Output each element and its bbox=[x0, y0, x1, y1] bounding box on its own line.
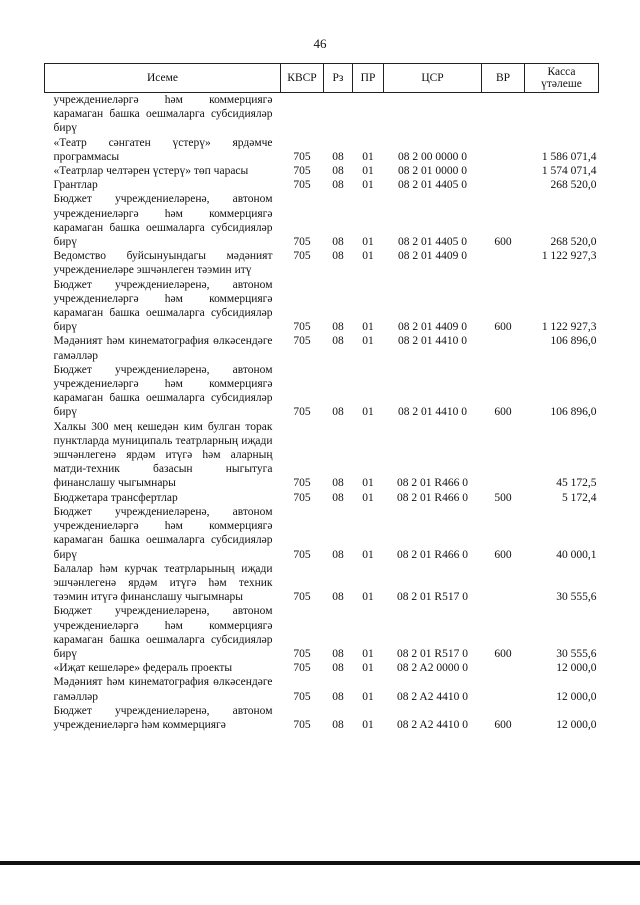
row-pr: 01 bbox=[362, 406, 374, 419]
row-rz: 08 bbox=[332, 321, 344, 334]
row-kvsr: 705 bbox=[293, 718, 311, 731]
row-pr: 01 bbox=[362, 236, 374, 249]
row-csr: 08 2 01 R517 0 bbox=[397, 647, 468, 660]
row-pr: 01 bbox=[362, 150, 374, 163]
row-name: «Иҗат кешеләре» федераль проекты bbox=[53, 662, 233, 675]
row-rz: 08 bbox=[332, 406, 344, 419]
header-kassa: Касса үтәлеше bbox=[525, 64, 599, 93]
row-name: Ведомство буйсынуындагы мәдәният учреждениеләре эшчәнлеген тәэмин итү bbox=[53, 250, 273, 277]
row-pr: 01 bbox=[362, 477, 374, 490]
row-amount: 106 896,0 bbox=[550, 406, 597, 419]
row-csr: 08 2 01 4405 0 bbox=[398, 236, 467, 249]
table-row bbox=[45, 363, 599, 420]
row-amount: 30 555,6 bbox=[556, 647, 597, 660]
row-rz: 08 bbox=[332, 477, 344, 490]
row-name: Балалар һәм курчак театрларының иҗади эшчәнлегенә ярдәм итүгә һәм техник тәэмин итүгә финанслашу чыгымнары bbox=[53, 562, 273, 604]
table-row bbox=[45, 505, 599, 562]
row-pr: 01 bbox=[362, 491, 374, 504]
row-vr bbox=[482, 178, 525, 192]
row-rz: 08 bbox=[332, 491, 344, 504]
row-name: Мәдәният һәм кинематография өлкәсендәге гамәлләр bbox=[53, 335, 273, 362]
row-vr: 600 bbox=[494, 647, 512, 660]
row-amount: 1 586 071,4 bbox=[541, 150, 597, 163]
table-row bbox=[45, 178, 599, 192]
row-pr: 01 bbox=[362, 591, 374, 604]
row-rz: 08 bbox=[332, 591, 344, 604]
row-rz: 08 bbox=[332, 335, 344, 348]
row-amount: 12 000,0 bbox=[556, 690, 597, 703]
row-rz: 08 bbox=[332, 647, 344, 660]
row-amount bbox=[525, 93, 599, 136]
row-amount: 1 574 071,4 bbox=[541, 165, 597, 178]
table-row bbox=[45, 704, 599, 732]
row-csr: 08 2 00 0000 0 bbox=[398, 150, 467, 163]
table-row bbox=[45, 334, 599, 362]
row-kvsr: 705 bbox=[293, 406, 311, 419]
row-rz: 08 bbox=[332, 690, 344, 703]
row-kvsr: 705 bbox=[293, 591, 311, 604]
row-vr bbox=[482, 334, 525, 362]
budget-table bbox=[44, 63, 599, 732]
table-row bbox=[45, 675, 599, 703]
row-amount: 5 172,4 bbox=[562, 491, 597, 504]
row-vr: 600 bbox=[494, 236, 512, 249]
row-kvsr: 705 bbox=[293, 477, 311, 490]
row-csr: 08 2 01 4409 0 bbox=[398, 250, 467, 263]
row-rz bbox=[324, 93, 353, 136]
row-name: Бюджет учреждениеләренә, автоном учреждениеләргә һәм коммерциягә bbox=[53, 704, 273, 731]
row-vr: 600 bbox=[494, 406, 512, 419]
row-vr: 600 bbox=[494, 548, 512, 561]
row-csr: 08 2 01 R517 0 bbox=[397, 591, 468, 604]
row-name: Халкы 300 мең кешедән ким булган торак пунктларда муниципаль театрларның иҗади эшчәнлегенә ярдәм итүгә һәм аларның матди-техник базасын ныгытуга финанслашу чыгымнары bbox=[53, 420, 273, 490]
table-row bbox=[45, 604, 599, 661]
row-pr: 01 bbox=[362, 335, 374, 348]
row-vr bbox=[482, 675, 525, 703]
header-rz: Рз bbox=[324, 64, 353, 93]
table-row bbox=[45, 278, 599, 335]
row-name: «Театр сәнгатен үстерү» ярдәмче программасы bbox=[53, 136, 273, 163]
row-kvsr: 705 bbox=[293, 662, 311, 675]
row-amount: 40 000,1 bbox=[556, 548, 597, 561]
row-amount: 106 896,0 bbox=[550, 335, 597, 348]
row-pr: 01 bbox=[362, 250, 374, 263]
row-name: Бюджет учреждениеләренә, автоном учреждениеләргә һәм коммерциягә карамаган башка оешмаларга субсидияләр бирү bbox=[53, 278, 273, 334]
header-name: Исеме bbox=[45, 64, 281, 93]
row-csr: 08 2 01 R466 0 bbox=[397, 477, 468, 490]
row-rz: 08 bbox=[332, 718, 344, 731]
table-row bbox=[45, 136, 599, 164]
header-csr: ЦСР bbox=[384, 64, 482, 93]
row-name: Бюджет учреждениеләренә, автоном учреждениеләргә һәм коммерциягә карамаган башка оешмаларга субсидияләр бирү bbox=[53, 505, 273, 561]
row-csr: 08 2 01 4410 0 bbox=[398, 406, 467, 419]
row-csr: 08 2 01 0000 0 bbox=[398, 165, 467, 178]
row-name: учреждениеләргә һәм коммерциягә карамаган башка оешмаларга субсидияләр бирү bbox=[53, 94, 273, 135]
row-csr: 08 2 A2 4410 0 bbox=[397, 690, 468, 703]
row-amount: 30 555,6 bbox=[556, 591, 597, 604]
row-kvsr: 705 bbox=[293, 690, 311, 703]
row-vr bbox=[482, 164, 525, 178]
row-csr: 08 2 01 R466 0 bbox=[397, 491, 468, 504]
row-pr: 01 bbox=[362, 690, 374, 703]
table-row bbox=[45, 491, 599, 505]
row-csr: 08 2 01 4409 0 bbox=[398, 321, 467, 334]
row-name: «Театрлар челтәрен үстерү» төп чарасы bbox=[53, 165, 249, 178]
row-rz: 08 bbox=[332, 179, 344, 192]
row-csr: 08 2 01 4405 0 bbox=[398, 179, 467, 192]
row-pr: 01 bbox=[362, 321, 374, 334]
row-vr bbox=[482, 661, 525, 675]
row-amount: 45 172,5 bbox=[556, 477, 597, 490]
row-kvsr: 705 bbox=[293, 548, 311, 561]
row-kvsr: 705 bbox=[293, 179, 311, 192]
row-pr: 01 bbox=[362, 718, 374, 731]
row-kvsr: 705 bbox=[293, 321, 311, 334]
row-name: Бюджет учреждениеләренә, автоном учреждениеләргә һәм коммерциягә карамаган башка оешмаларга субсидияләр бирү bbox=[53, 605, 273, 660]
row-kvsr: 705 bbox=[293, 335, 311, 348]
row-rz: 08 bbox=[332, 548, 344, 561]
header-row bbox=[45, 64, 599, 93]
row-kvsr: 705 bbox=[293, 491, 311, 504]
header-pr: ПР bbox=[353, 64, 384, 93]
row-amount: 12 000,0 bbox=[556, 662, 597, 675]
table-body bbox=[45, 93, 599, 733]
row-name: Бюджет учреждениеләренә, автоном учреждениеләргә һәм коммерциягә карамаган башка оешмаларга субсидияләр бирү bbox=[53, 363, 273, 419]
row-csr bbox=[384, 93, 482, 136]
table-row bbox=[45, 562, 599, 605]
row-amount: 12 000,0 bbox=[556, 718, 597, 731]
row-rz: 08 bbox=[332, 150, 344, 163]
row-pr: 01 bbox=[362, 179, 374, 192]
row-pr: 01 bbox=[362, 548, 374, 561]
row-rz: 08 bbox=[332, 165, 344, 178]
table-row bbox=[45, 164, 599, 178]
table-row bbox=[45, 249, 599, 277]
row-vr: 600 bbox=[494, 321, 512, 334]
row-pr: 01 bbox=[362, 647, 374, 660]
row-vr bbox=[482, 136, 525, 164]
row-pr: 01 bbox=[362, 662, 374, 675]
row-amount: 268 520,0 bbox=[550, 236, 597, 249]
row-name: Бюджетара трансфертлар bbox=[53, 491, 178, 504]
row-rz: 08 bbox=[332, 250, 344, 263]
row-name: Мәдәният һәм кинематография өлкәсендәге гамәлләр bbox=[53, 676, 273, 703]
table-row bbox=[45, 420, 599, 491]
row-name: Грантлар bbox=[53, 179, 98, 192]
row-csr: 08 2 01 R466 0 bbox=[397, 548, 468, 561]
row-pr: 01 bbox=[362, 165, 374, 178]
header-kvsr: КВСР bbox=[281, 64, 324, 93]
row-rz: 08 bbox=[332, 236, 344, 249]
row-kvsr: 705 bbox=[293, 165, 311, 178]
row-kvsr bbox=[281, 93, 324, 136]
page-number: 46 bbox=[313, 36, 327, 51]
row-csr: 08 2 A2 0000 0 bbox=[397, 662, 468, 675]
scan-edge-bar bbox=[0, 861, 640, 865]
row-vr: 500 bbox=[494, 491, 512, 504]
row-vr bbox=[482, 562, 525, 605]
row-csr: 08 2 01 4410 0 bbox=[398, 335, 467, 348]
row-kvsr: 705 bbox=[293, 250, 311, 263]
table-row bbox=[45, 93, 599, 136]
row-rz: 08 bbox=[332, 662, 344, 675]
row-amount: 1 122 927,3 bbox=[541, 250, 597, 263]
row-pr bbox=[353, 93, 384, 136]
table-row bbox=[45, 661, 599, 675]
row-name: Бюджет учреждениеләренә, автоном учреждениеләргә һәм коммерциягә карамаган башка оешмаларга субсидияләр бирү bbox=[53, 193, 273, 249]
row-amount: 268 520,0 bbox=[550, 179, 597, 192]
table-row bbox=[45, 192, 599, 249]
row-vr bbox=[482, 93, 525, 136]
row-vr: 600 bbox=[494, 718, 512, 731]
header-vr: ВР bbox=[482, 64, 525, 93]
row-vr bbox=[482, 249, 525, 277]
row-kvsr: 705 bbox=[293, 150, 311, 163]
row-kvsr: 705 bbox=[293, 236, 311, 249]
row-vr bbox=[482, 420, 525, 491]
row-csr: 08 2 A2 4410 0 bbox=[397, 718, 468, 731]
row-amount: 1 122 927,3 bbox=[541, 321, 597, 334]
row-kvsr: 705 bbox=[293, 647, 311, 660]
